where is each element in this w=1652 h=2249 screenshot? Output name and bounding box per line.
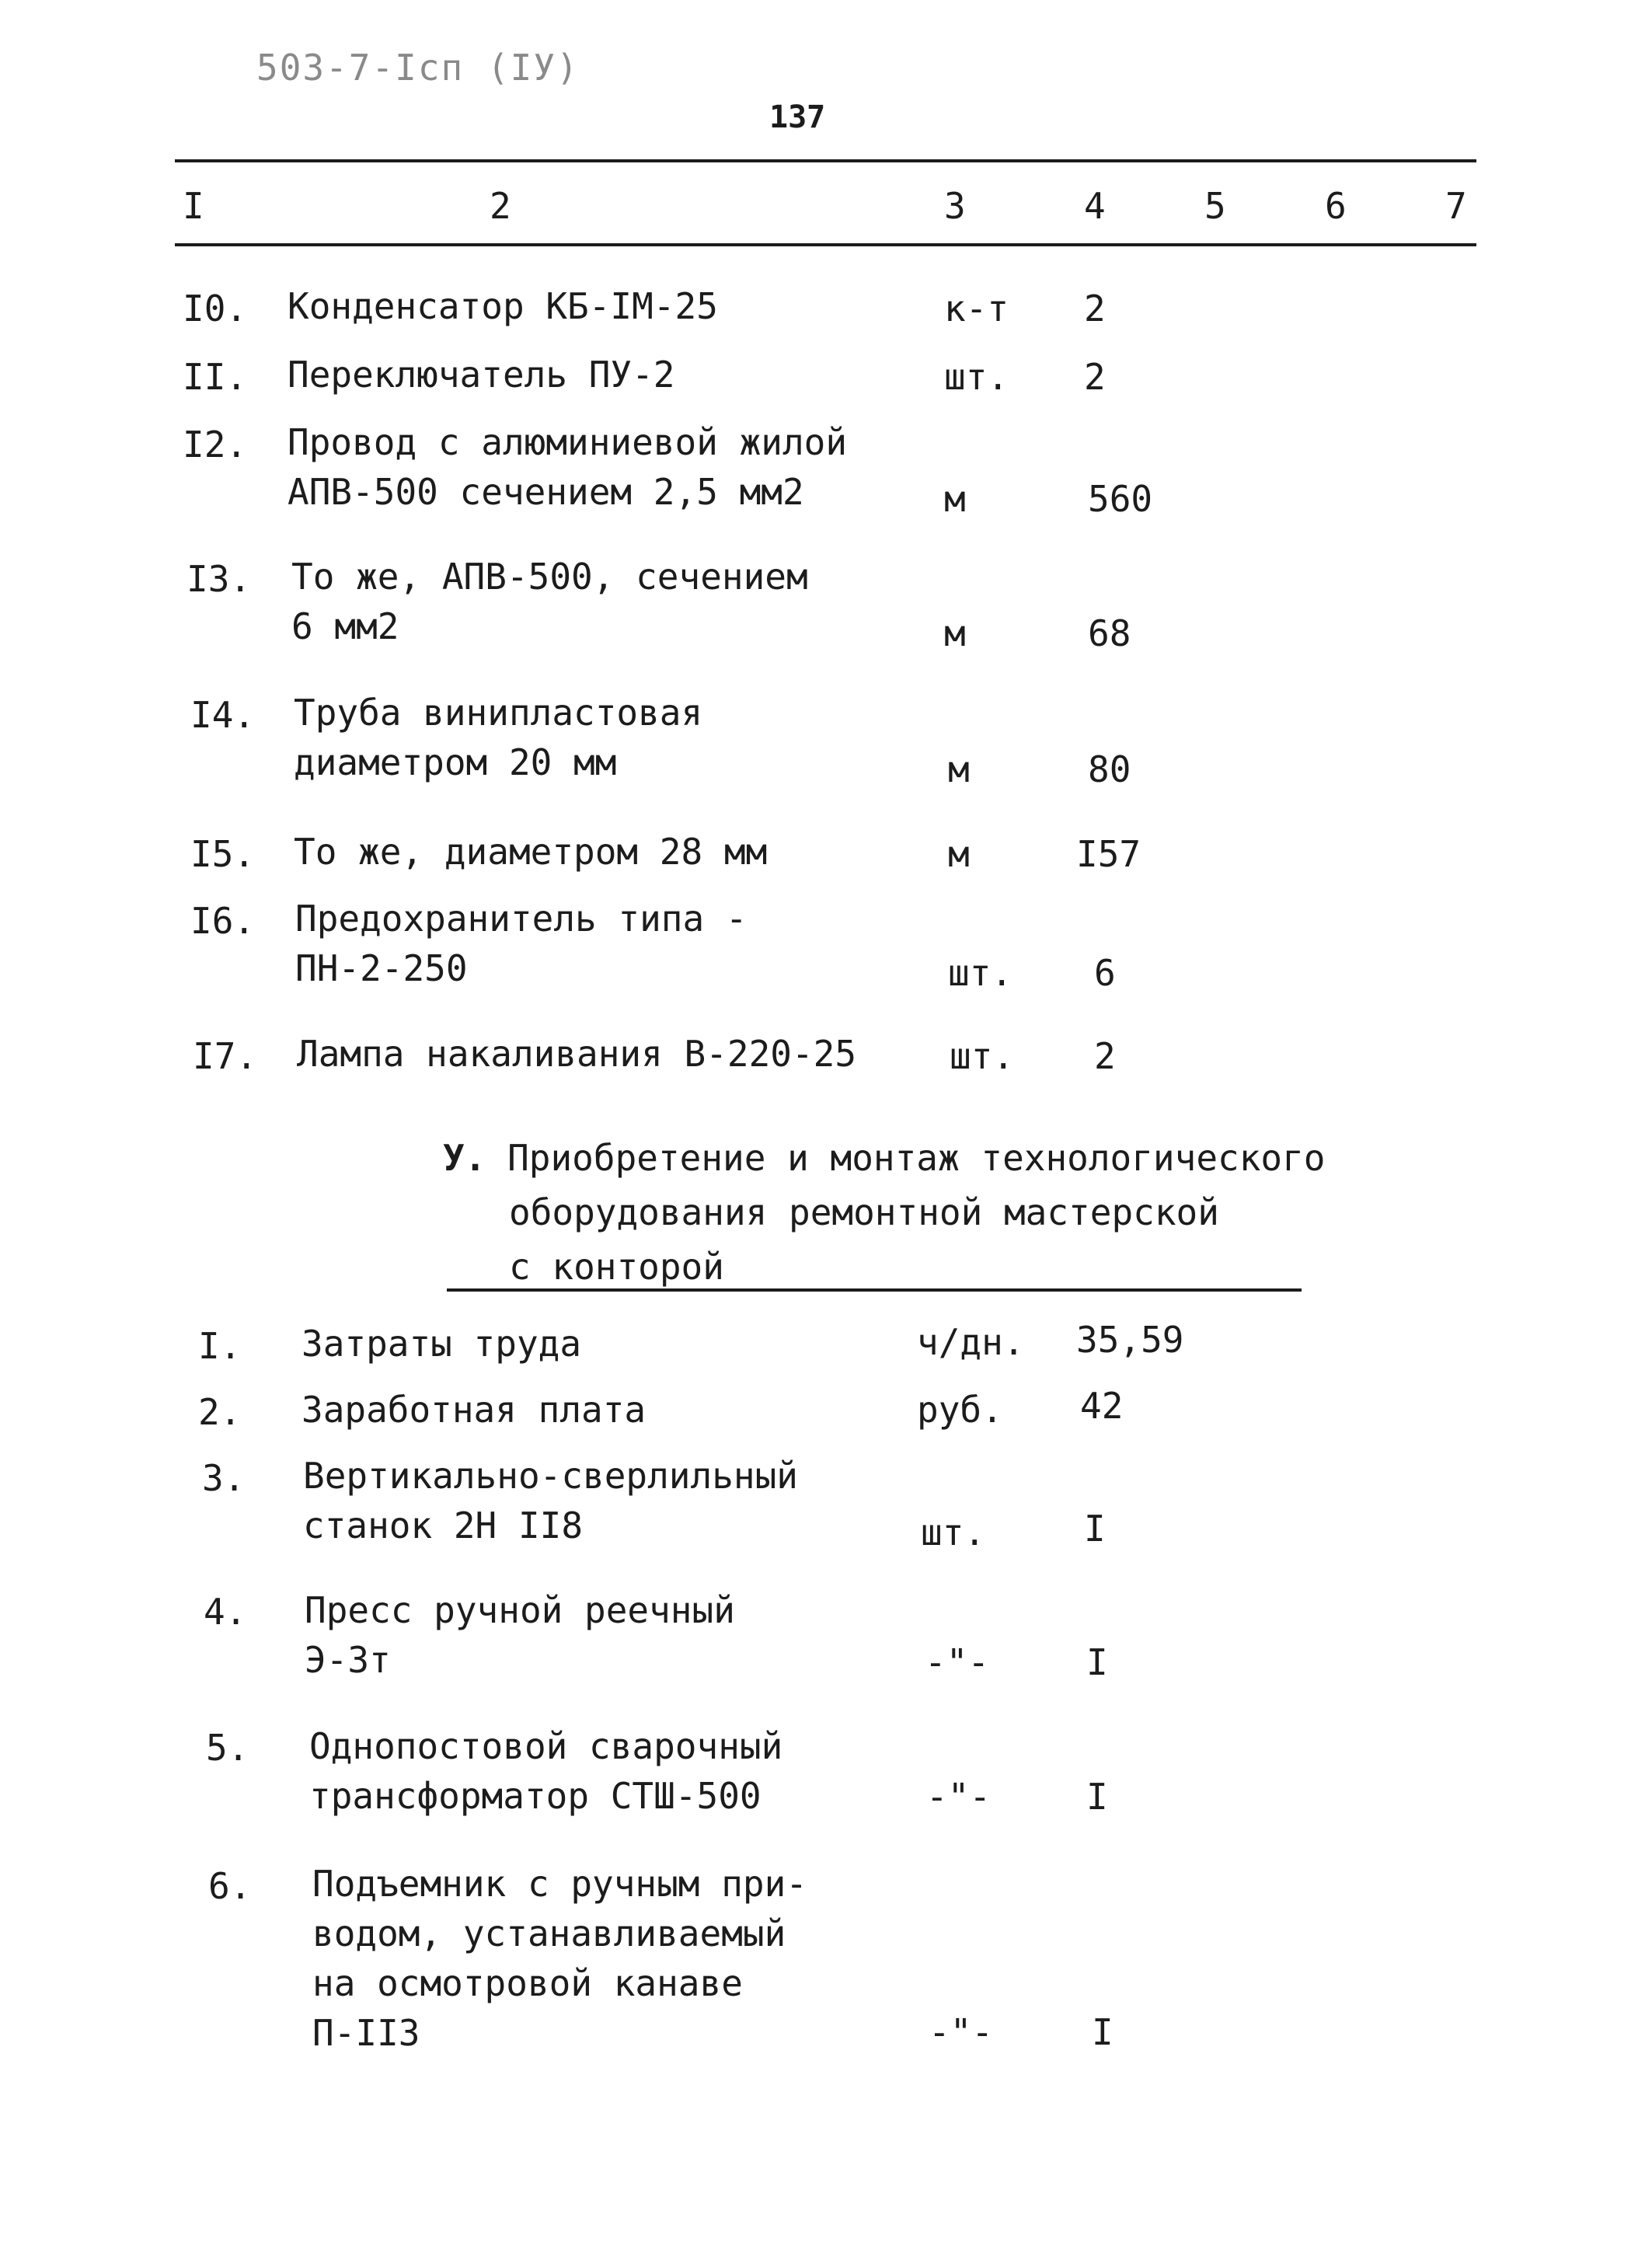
item-unit: шт.: [921, 1512, 986, 1553]
item-description: [288, 350, 675, 399]
item-description: [303, 1451, 798, 1550]
document-code: 503-7-Icп (IУ): [256, 47, 580, 89]
item-quantity: 2: [1084, 356, 1106, 398]
item-quantity: I57: [1076, 833, 1141, 875]
item-line: Заработная плата: [301, 1389, 647, 1431]
item-description: [301, 1319, 581, 1369]
item-number: I2.: [183, 424, 248, 465]
item-line: 6 мм2: [291, 605, 399, 647]
item-description: [288, 417, 847, 517]
item-unit: м: [948, 748, 970, 790]
item-unit: шт.: [948, 952, 1013, 994]
item-quantity: 2: [1094, 1035, 1116, 1077]
item-line: станок 2Н II8: [303, 1505, 584, 1546]
item-description: [305, 1585, 735, 1685]
section-title-text: Приобретение и монтаж технологического: [507, 1137, 1326, 1179]
item-number: I5.: [190, 833, 256, 875]
column-header-4: 4: [1084, 185, 1106, 227]
item-description: [291, 552, 808, 651]
item-number: I0.: [183, 288, 248, 330]
item-number: 2.: [198, 1391, 242, 1433]
item-number: II.: [183, 356, 248, 398]
column-header-7: 7: [1445, 185, 1467, 227]
item-quantity: I: [1092, 2011, 1114, 2053]
item-unit: м: [944, 478, 966, 520]
item-number: 3.: [202, 1457, 246, 1499]
item-description: [297, 1029, 856, 1079]
item-quantity: 560: [1088, 478, 1153, 520]
section-title-line-1: [443, 1131, 1325, 1185]
section-underline: [447, 1288, 1302, 1292]
column-header-3: 3: [944, 185, 966, 227]
item-quantity: 6: [1094, 952, 1116, 994]
column-header-6: 6: [1325, 185, 1347, 227]
item-line: Лампа накаливания В-220-25: [297, 1033, 857, 1075]
item-quantity: 35,59: [1076, 1319, 1184, 1361]
item-unit: шт.: [944, 356, 1009, 398]
item-line: Э-3т: [305, 1639, 391, 1681]
item-unit: м: [948, 833, 970, 875]
item-number: I3.: [186, 558, 252, 600]
column-header-1: I: [183, 185, 204, 227]
item-line: диаметром 20 мм: [294, 741, 617, 783]
item-unit: шт.: [950, 1035, 1015, 1077]
table-header-rule: [175, 243, 1476, 246]
item-quantity: 80: [1088, 748, 1131, 790]
item-quantity: I: [1086, 1776, 1108, 1818]
item-description: [294, 688, 702, 787]
item-quantity: I: [1084, 1508, 1106, 1550]
table-top-rule: [175, 159, 1476, 162]
item-line: Однопостовой сварочный: [309, 1725, 783, 1767]
item-line: водом, устанавливаемый: [312, 1913, 786, 1954]
item-unit: м: [944, 612, 966, 654]
item-line: Вертикально-сверлильный: [303, 1455, 798, 1497]
item-number: I.: [198, 1325, 242, 1367]
item-line: Провод с алюминиевой жилой: [288, 421, 848, 463]
item-line: Пресс ручной реечный: [305, 1589, 735, 1631]
column-header-2: 2: [490, 185, 511, 227]
item-quantity: I: [1086, 1641, 1108, 1683]
item-unit: -"-: [926, 1776, 992, 1818]
item-unit: -"-: [929, 2011, 994, 2053]
section-title-line-2: оборудования ремонтной мастерской: [509, 1191, 1219, 1233]
item-line: Подъемник с ручным при-: [312, 1863, 807, 1905]
item-line: Затраты труда: [301, 1323, 582, 1365]
section-title-line-3: с конторой: [509, 1246, 724, 1288]
item-line: П-II3: [312, 2012, 420, 2054]
item-quantity: 42: [1080, 1385, 1124, 1427]
item-line: трансформатор СТШ-500: [309, 1775, 762, 1817]
item-line: То же, АПВ-500, сечением: [291, 556, 808, 598]
item-unit: ч/дн.: [917, 1321, 1025, 1363]
item-line: То же, диаметром 28 мм: [294, 831, 768, 873]
item-unit: -"-: [925, 1641, 990, 1683]
item-description: [309, 1721, 782, 1821]
item-number: 5.: [206, 1727, 249, 1769]
item-line: Труба винипластовая: [294, 692, 703, 734]
item-unit: руб.: [917, 1389, 1003, 1431]
section-marker: У.: [443, 1137, 486, 1179]
item-line: Конденсатор КБ-IМ-25: [288, 285, 718, 327]
item-description: [312, 1859, 807, 2058]
item-number: I4.: [190, 694, 256, 736]
item-number: I7.: [193, 1035, 258, 1077]
item-description: [295, 894, 748, 993]
item-description: [301, 1385, 646, 1435]
item-quantity: 2: [1084, 288, 1106, 330]
item-description: [288, 281, 718, 331]
item-line: Переключатель ПУ-2: [288, 354, 675, 396]
column-header-5: 5: [1204, 185, 1226, 227]
item-line: АПВ-500 сечением 2,5 мм2: [288, 471, 804, 513]
item-description: [294, 827, 767, 877]
item-line: на осмотровой канаве: [312, 1962, 743, 2004]
item-unit: к-т: [944, 288, 1009, 330]
item-number: I6.: [190, 900, 256, 942]
item-number: 4.: [204, 1591, 247, 1633]
item-number: 6.: [208, 1865, 252, 1907]
section-heading: [443, 1131, 1325, 1294]
page-number: 137: [769, 99, 826, 135]
item-quantity: 68: [1088, 612, 1131, 654]
item-line: ПН-2-250: [295, 947, 468, 989]
item-line: Предохранитель типа -: [295, 898, 748, 940]
